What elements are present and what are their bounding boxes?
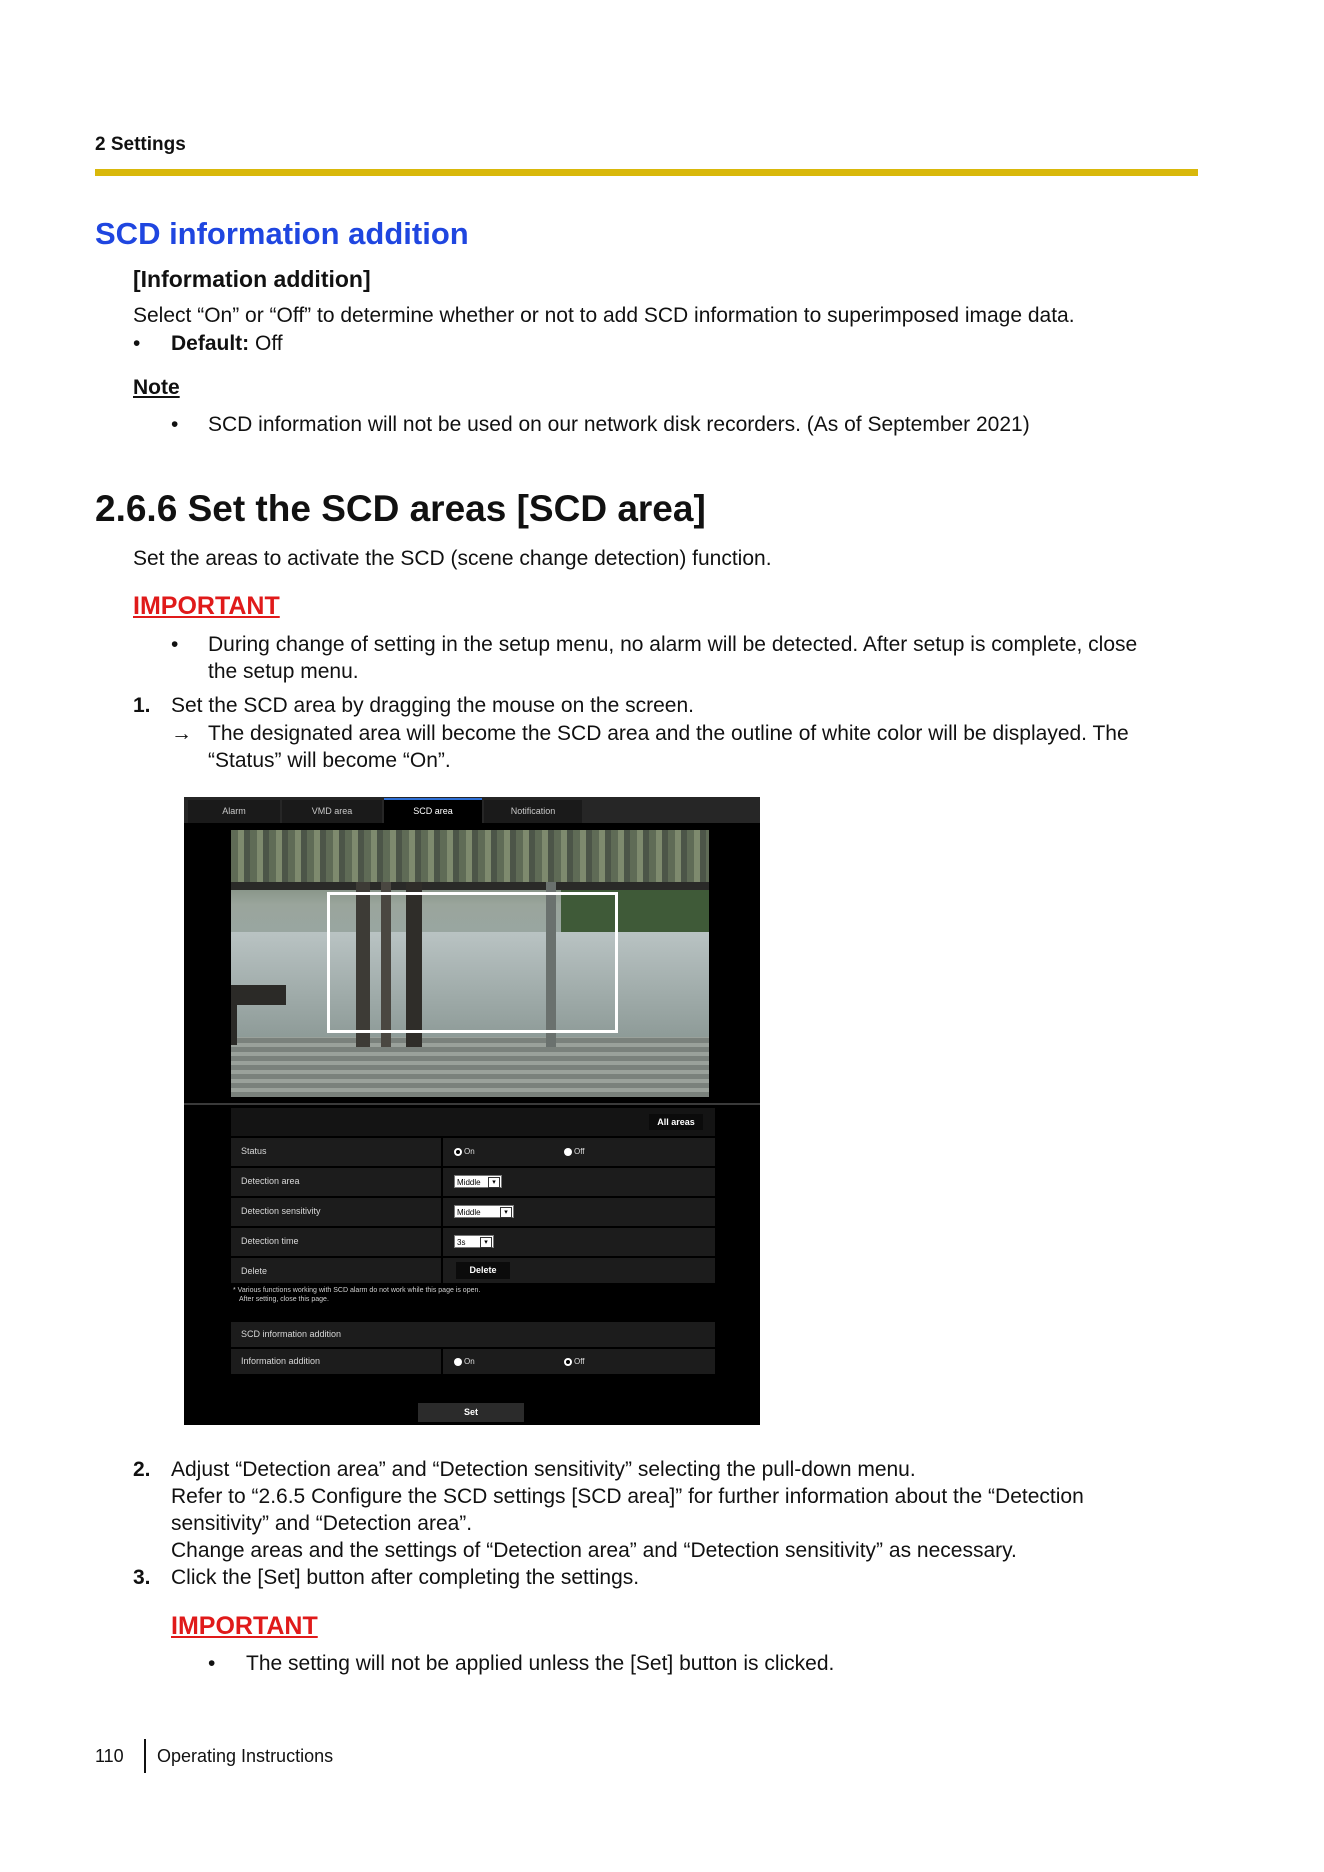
info-on-radio[interactable] [454,1357,475,1366]
tab-scd-area[interactable]: SCD area [384,798,482,823]
chevron-down-icon: ▾ [480,1237,492,1248]
status-on-label: On [464,1147,475,1156]
important-label: IMPORTANT [133,592,280,620]
detection-sensitivity-row [231,1198,715,1228]
window-frame [231,882,709,890]
delete-label: Delete [241,1266,268,1276]
status-off-label: Off [574,1147,585,1156]
step1-result-line2: “Status” will become “On”. [208,749,451,772]
radio-selected-icon [454,1148,462,1156]
warning-line1: * Various functions working with SCD alarm do not work while this page is open. [233,1287,481,1294]
section-title-scd-info: SCD information addition [95,216,469,251]
all-areas-button[interactable]: All areas [649,1114,703,1130]
intro-text: Set the areas to activate the SCD (scene change detection) function. [133,547,772,570]
description: Select “On” or “Off” to determine whether or not to add SCD information to superimposed image data. [133,304,1075,327]
foliage [231,830,709,882]
scd-area-outline[interactable] [327,892,618,1033]
column-separator [441,1198,443,1226]
header-rule [95,169,1198,176]
page-number: 110 [95,1746,124,1766]
delete-button[interactable]: Delete [456,1262,510,1279]
chapter-header: 2 Settings [95,134,186,155]
detection-area-select[interactable] [454,1175,502,1188]
default-value: Off [255,332,283,355]
detection-time-value: 3s [457,1238,466,1247]
column-separator [441,1168,443,1196]
info-off-radio[interactable] [564,1357,585,1366]
step2-line2: Refer to “2.6.5 Configure the SCD settings [SCD area]” for further information about the “Detection [171,1485,1084,1508]
info-addition-row [231,1349,715,1376]
detection-sensitivity-value: Middle [457,1208,481,1217]
info-section-title: SCD information addition [241,1329,342,1339]
tab-alarm[interactable]: Alarm [188,800,280,823]
important-text-line1: During change of setting in the setup menu, no alarm will be detected. After setup is complete, close [208,633,1138,656]
subsection-title: [Information addition] [133,266,371,292]
radio-unselected-icon [454,1358,462,1366]
important-text-line2: the setup menu. [208,660,359,683]
detection-time-row [231,1228,715,1258]
divider [184,1103,760,1105]
camera-image[interactable] [231,830,709,1097]
chevron-down-icon: ▾ [488,1177,500,1188]
step1-result-line1: The designated area will become the SCD area and the outline of white color will be displayed. The [208,722,1129,745]
detection-area-label: Detection area [241,1176,300,1186]
detection-sensitivity-label: Detection sensitivity [241,1206,321,1216]
status-row [231,1138,715,1168]
step2-line3: sensitivity” and “Detection area”. [171,1512,473,1535]
step1-text: Set the SCD area by dragging the mouse on the screen. [171,694,694,717]
step3-text: Click the [Set] button after completing the settings. [171,1566,640,1589]
radio-selected-icon [564,1358,572,1366]
bullet: • [133,332,141,355]
status-off-radio[interactable] [564,1147,585,1156]
detection-area-value: Middle [457,1178,481,1187]
step2-line1: Adjust “Detection area” and “Detection sensitivity” selecting the pull-down menu. [171,1458,916,1481]
tab-vmd-area[interactable]: VMD area [282,800,382,823]
radio-unselected-icon [564,1148,572,1156]
bullet: • [171,633,179,656]
info-section-header [231,1322,715,1349]
section-title-scd-area: 2.6.6 Set the SCD areas [SCD area] [95,488,706,529]
scd-area-screenshot [184,797,760,1425]
column-separator [441,1138,443,1166]
default-label: Default: [171,332,250,355]
footer-title: Operating Instructions [157,1746,334,1766]
column-separator [441,1258,443,1283]
bench-leg [231,1005,237,1045]
tab-bar [184,797,760,823]
all-areas-row [231,1108,715,1138]
step2-line4: Change areas and the settings of “Detection area” and “Detection sensitivity” as necessary. [171,1539,1017,1562]
detection-time-select[interactable] [454,1235,494,1248]
info-on-label: On [464,1357,475,1366]
info-off-label: Off [574,1357,585,1366]
set-button[interactable]: Set [418,1403,524,1422]
chevron-down-icon: ▾ [500,1207,512,1218]
detection-area-row [231,1168,715,1198]
column-separator [441,1228,443,1256]
column-separator [441,1349,443,1374]
floor [231,1037,709,1097]
bullet: • [171,413,179,436]
warning-line2: After setting, close this page. [239,1296,329,1303]
note-text: SCD information will not be used on our network disk recorders. (As of September 2021) [208,413,1030,436]
important2-text: The setting will not be applied unless the [Set] button is clicked. [246,1652,835,1675]
bullet: • [208,1652,216,1675]
detection-time-label: Detection time [241,1236,299,1246]
important-label: IMPORTANT [171,1612,318,1640]
detection-sensitivity-select[interactable] [454,1205,514,1218]
info-addition-label: Information addition [241,1356,321,1366]
step-number: 1. [133,694,151,717]
warning-note [233,1286,480,1304]
bench [231,985,286,1005]
note-label: Note [133,376,180,399]
step-number: 3. [133,1566,151,1589]
status-on-radio[interactable] [454,1147,475,1156]
step-number: 2. [133,1458,151,1481]
arrow-icon: → [171,722,192,745]
tab-notification[interactable]: Notification [484,800,582,823]
delete-row [231,1258,715,1285]
footer-divider [144,1739,146,1773]
status-label: Status [241,1146,267,1156]
